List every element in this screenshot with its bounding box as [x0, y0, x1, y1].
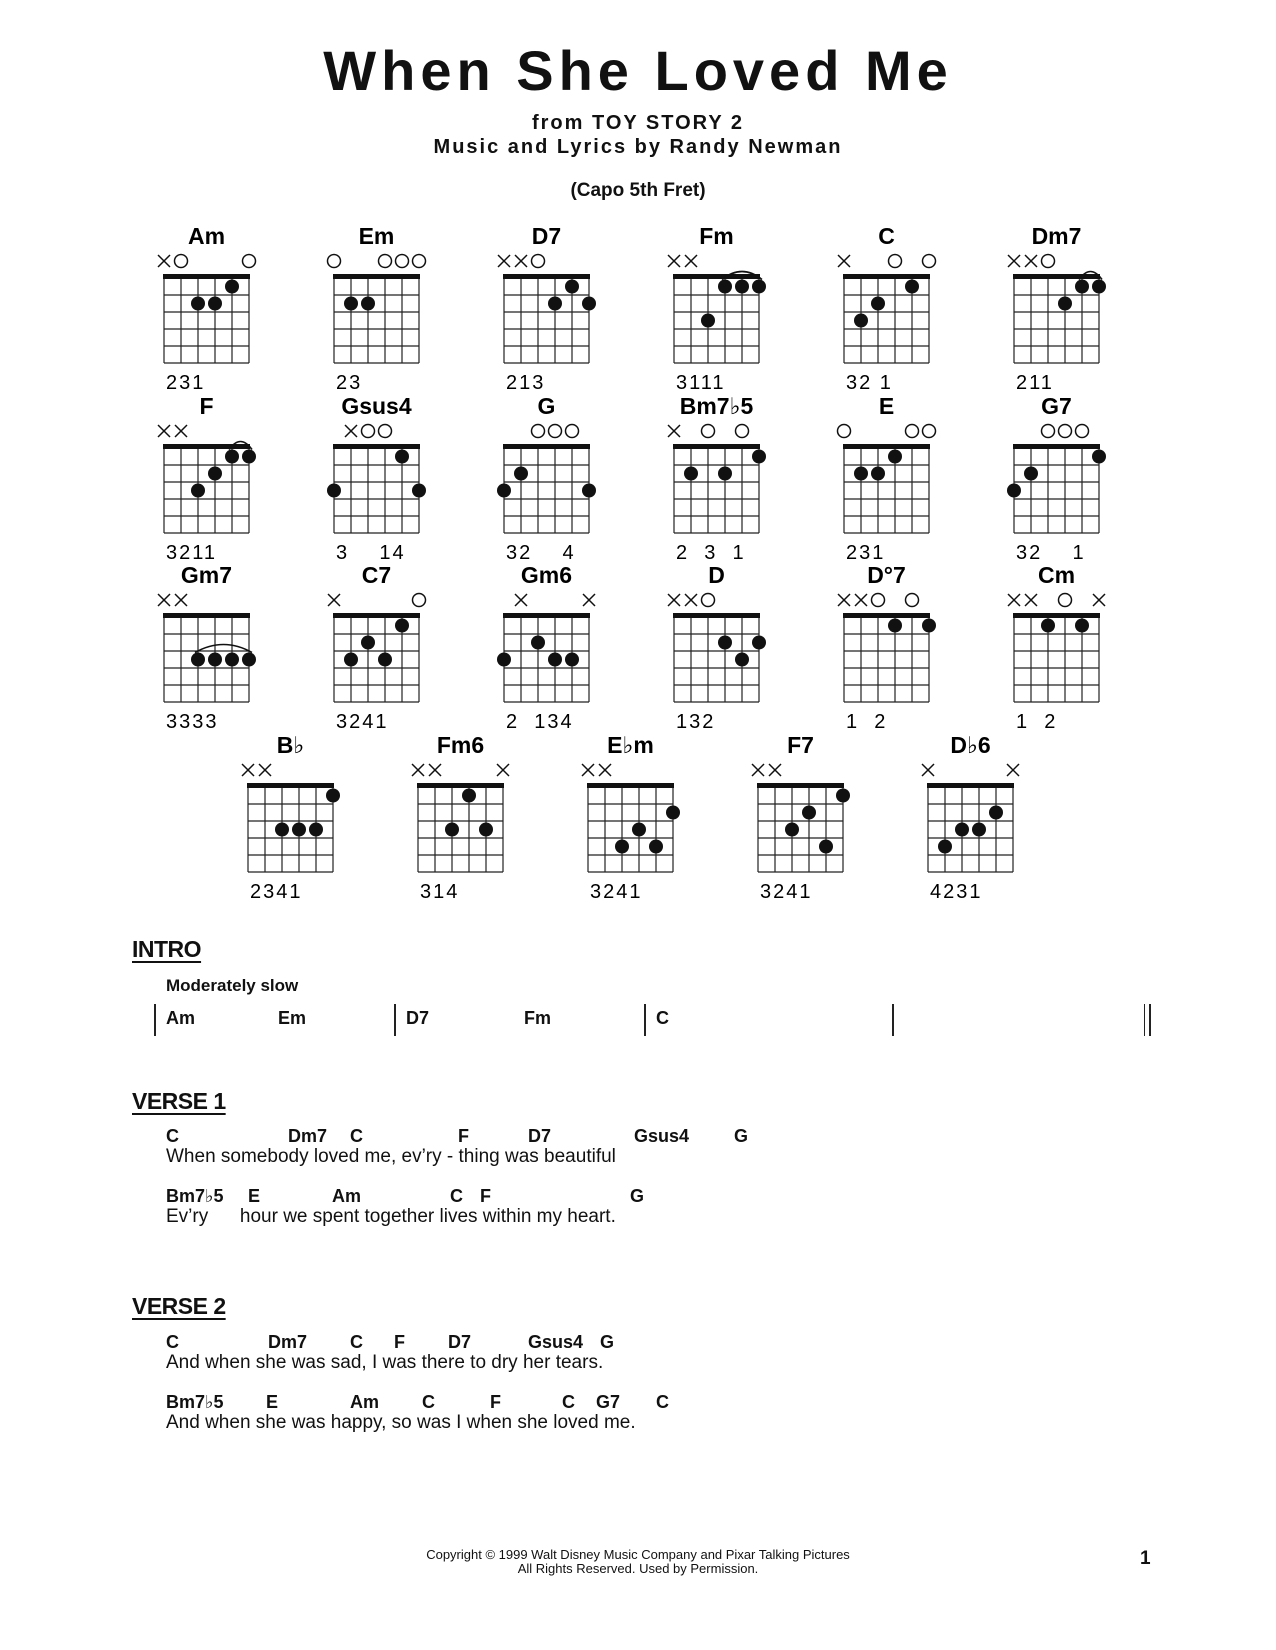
finger-numbers: 211 [1016, 372, 1054, 394]
chord-diagram [668, 223, 766, 394]
finger-numbers: 2 134 [506, 711, 574, 733]
open-string-marker [923, 255, 936, 268]
finger-dot [531, 636, 545, 650]
finger-numbers: 2 3 1 [676, 542, 746, 564]
finger-dot [1041, 619, 1055, 633]
nut [843, 444, 930, 449]
finger-dot [225, 653, 239, 667]
chord-diagram [922, 732, 1019, 900]
open-string-marker [532, 425, 545, 438]
chord-name: C7 [361, 562, 392, 588]
chord-symbol: Dm7 [268, 1332, 308, 1352]
finger-dot [361, 297, 375, 311]
nut [843, 613, 930, 618]
finger-dot [191, 653, 205, 667]
chord-diagram [668, 393, 766, 564]
chord-symbol: C [422, 1392, 435, 1412]
nut [1013, 613, 1100, 618]
finger-dot [309, 823, 323, 837]
finger-numbers: 213 [506, 372, 546, 394]
finger-dot [1024, 467, 1038, 481]
finger-numbers: 23 [336, 372, 363, 394]
chord-name: D♭6 [950, 732, 991, 758]
open-string-marker [362, 425, 375, 438]
song-title: When She Loved Me [323, 39, 953, 102]
nut [163, 274, 250, 279]
finger-dot [497, 484, 511, 498]
finger-numbers: 231 [846, 542, 886, 564]
finger-dot [361, 636, 375, 650]
finger-numbers: 3241 [760, 881, 813, 900]
finger-dot [735, 280, 749, 294]
nut [503, 444, 590, 449]
open-string-marker [396, 255, 409, 268]
nut [163, 444, 250, 449]
finger-dot [819, 840, 833, 854]
open-string-marker [549, 425, 562, 438]
chord-diagram [158, 223, 256, 394]
open-string-marker [566, 425, 579, 438]
capo-note: (Capo 5th Fret) [570, 180, 706, 201]
chord-symbol: Dm7 [288, 1126, 328, 1146]
finger-dot [1058, 297, 1072, 311]
finger-numbers: 3241 [590, 881, 643, 900]
nut [1013, 274, 1100, 279]
final-barline-thick [1149, 1004, 1151, 1036]
open-string-marker [736, 425, 749, 438]
finger-dot [344, 297, 358, 311]
barline [892, 1004, 894, 1036]
chord-symbol: G7 [596, 1392, 621, 1412]
barline [644, 1004, 646, 1036]
finger-dot [854, 314, 868, 328]
chord-symbol: C [656, 1392, 669, 1412]
finger-dot [445, 823, 459, 837]
nut [503, 613, 590, 618]
finger-dot [922, 619, 936, 633]
chord-diagram [1007, 393, 1106, 564]
nut [673, 274, 760, 279]
chord-symbol: G [734, 1126, 749, 1146]
chord-name: Em [358, 223, 395, 249]
intro-chord: Fm [524, 1008, 551, 1028]
finger-dot [242, 450, 256, 464]
finger-dot [208, 297, 222, 311]
finger-dot [752, 280, 766, 294]
finger-dot [972, 823, 986, 837]
finger-numbers: 1 2 [1016, 711, 1058, 733]
chord-symbol: C [350, 1126, 363, 1146]
finger-dot [191, 297, 205, 311]
chord-symbol: Gsus4 [528, 1332, 584, 1352]
finger-dot [701, 314, 715, 328]
finger-dot [905, 280, 919, 294]
finger-dot [395, 619, 409, 633]
finger-numbers: 132 [676, 711, 716, 733]
finger-numbers: 32 1 [846, 372, 893, 394]
finger-numbers: 32 4 [506, 542, 576, 564]
open-string-marker [1059, 594, 1072, 607]
chord-symbol: C [450, 1186, 463, 1206]
open-string-marker [889, 255, 902, 268]
chord-name: E [878, 393, 895, 419]
chord-symbol: G [600, 1332, 615, 1352]
finger-dot [395, 450, 409, 464]
finger-dot [462, 789, 476, 803]
finger-numbers: 4231 [930, 881, 983, 900]
finger-numbers: 314 [420, 881, 460, 900]
chord-name: F [199, 393, 214, 419]
finger-dot [718, 636, 732, 650]
finger-dot [191, 484, 205, 498]
finger-dot [1092, 280, 1106, 294]
finger-dot [752, 636, 766, 650]
chord-diagram [838, 393, 936, 564]
barline [394, 1004, 396, 1036]
chord-diagram [838, 562, 936, 733]
subtitle-credits: Music and Lyrics by Randy Newman [433, 136, 843, 158]
finger-dot [1092, 450, 1106, 464]
finger-dot [378, 653, 392, 667]
finger-dot [208, 653, 222, 667]
finger-dot [785, 823, 799, 837]
finger-dot [684, 467, 698, 481]
copyright-line-1: Copyright © 1999 Walt Disney Music Company and Pixar Talking Pictures [426, 1547, 850, 1562]
finger-dot [854, 467, 868, 481]
barline [154, 1004, 156, 1036]
finger-dot [1007, 484, 1021, 498]
finger-numbers: 3111 [676, 372, 726, 394]
chord-diagram [582, 732, 680, 900]
open-string-marker [379, 255, 392, 268]
open-string-marker [906, 594, 919, 607]
chord-symbol: Am [350, 1392, 380, 1412]
chord-symbol: Bm7♭5 [166, 1392, 224, 1412]
intro-chord: Am [166, 1008, 196, 1028]
intro-chord: Em [278, 1008, 307, 1028]
finger-dot [871, 467, 885, 481]
verse2-lyric-line-2: And when she was happy, so was I when she loved me. [166, 1412, 636, 1433]
subtitle-from: from TOY STORY 2 [531, 112, 745, 134]
open-string-marker [413, 594, 426, 607]
finger-dot [938, 840, 952, 854]
open-string-marker [413, 255, 426, 268]
chord-diagram [1008, 562, 1105, 733]
chord-name: Gsus4 [341, 393, 412, 419]
chord-name: Cm [1037, 562, 1076, 588]
chord-name: Am [187, 223, 226, 249]
open-string-marker [838, 425, 851, 438]
chord-diagram [242, 732, 340, 900]
chord-name: D7 [531, 223, 562, 249]
nut [673, 444, 760, 449]
chord-name: Bm7♭5 [679, 393, 754, 419]
chord-name: E♭m [607, 732, 654, 758]
verse2-lyric-line-1: And when she was sad, I was there to dry her tears. [166, 1352, 604, 1373]
finger-numbers: 3 14 [336, 542, 406, 564]
chord-name: Gm6 [520, 562, 573, 588]
finger-dot [888, 450, 902, 464]
finger-dot [548, 297, 562, 311]
chord-name: Fm6 [436, 732, 485, 758]
chord-symbol: D7 [528, 1126, 552, 1146]
tempo-marking: Moderately slow [166, 976, 299, 995]
finger-dot [292, 823, 306, 837]
chord-symbol: F [490, 1392, 501, 1412]
open-string-marker [1042, 425, 1055, 438]
nut [1013, 444, 1100, 449]
chord-symbol: Gsus4 [634, 1126, 690, 1146]
finger-dot [649, 840, 663, 854]
open-string-marker [243, 255, 256, 268]
chord-diagram [752, 732, 850, 900]
finger-dot [735, 653, 749, 667]
nut [503, 274, 590, 279]
nut [247, 783, 334, 788]
finger-numbers: 1 2 [846, 711, 888, 733]
chord-diagram [1008, 223, 1106, 394]
finger-dot [871, 297, 885, 311]
chord-symbol: C [562, 1392, 575, 1412]
nut [927, 783, 1014, 788]
finger-dot [565, 280, 579, 294]
section-verse2-label: VERSE 2 [132, 1293, 226, 1319]
finger-dot [1075, 619, 1089, 633]
chord-name: Fm [699, 223, 734, 249]
chord-diagram [328, 562, 426, 733]
finger-dot [632, 823, 646, 837]
chord-symbol: D7 [448, 1332, 472, 1352]
finger-numbers: 231 [166, 372, 206, 394]
chord-name: D°7 [867, 562, 906, 588]
chord-diagram [328, 223, 426, 394]
chord-name: B♭ [276, 732, 305, 758]
finger-dot [802, 806, 816, 820]
nut [843, 274, 930, 279]
chord-diagram [158, 562, 256, 733]
finger-dot [989, 806, 1003, 820]
verse1-lyric-line-1: When somebody loved me, ev’ry - thing was beautiful [166, 1146, 616, 1167]
verse1-lyric-line-2: Ev’ry hour we spent together lives within my heart. [166, 1206, 616, 1227]
finger-dot [344, 653, 358, 667]
finger-numbers: 2341 [250, 881, 303, 900]
finger-dot [242, 653, 256, 667]
finger-numbers: 3241 [336, 711, 389, 733]
open-string-marker [532, 255, 545, 268]
chord-symbol: Bm7♭5 [166, 1186, 224, 1206]
chord-symbol: C [166, 1126, 179, 1146]
copyright-notice [0, 1548, 1276, 1576]
finger-numbers: 32 1 [1016, 542, 1086, 564]
chord-diagram [497, 562, 595, 733]
finger-dot [718, 467, 732, 481]
chord-name: F7 [787, 732, 814, 758]
finger-dot [565, 653, 579, 667]
chord-name: G [537, 393, 556, 419]
finger-dot [225, 280, 239, 294]
chord-symbol: C [350, 1332, 363, 1352]
open-string-marker [379, 425, 392, 438]
chord-symbol: E [248, 1186, 261, 1206]
finger-dot [208, 467, 222, 481]
chord-name: G7 [1041, 393, 1072, 419]
nut [757, 783, 844, 788]
finger-dot [888, 619, 902, 633]
finger-dot [479, 823, 493, 837]
finger-dot [412, 484, 426, 498]
chord-diagram [327, 393, 426, 564]
finger-dot [514, 467, 528, 481]
chord-name: Dm7 [1031, 223, 1082, 249]
chord-symbol: F [458, 1126, 469, 1146]
open-string-marker [1076, 425, 1089, 438]
nut [417, 783, 504, 788]
nut [587, 783, 674, 788]
copyright-line-2: All Rights Reserved. Used by Permission. [517, 1561, 759, 1576]
chord-diagram [158, 393, 256, 564]
finger-dot [582, 297, 596, 311]
chord-diagram [668, 562, 766, 733]
chord-diagram [497, 393, 596, 564]
chord-diagram [412, 732, 509, 900]
intro-chord: C [656, 1008, 669, 1028]
open-string-marker [702, 594, 715, 607]
intro-chord: D7 [406, 1008, 430, 1028]
nut [333, 444, 420, 449]
page-number: 1 [1140, 1548, 1151, 1569]
chord-symbol: F [480, 1186, 491, 1206]
chord-symbol: E [266, 1392, 279, 1412]
open-string-marker [1042, 255, 1055, 268]
finger-dot [326, 789, 340, 803]
nut [333, 613, 420, 618]
final-barline-thin [1144, 1004, 1145, 1036]
chord-symbol: G [630, 1186, 645, 1206]
chord-diagram [498, 223, 596, 394]
finger-dot [1075, 280, 1089, 294]
finger-dot [225, 450, 239, 464]
nut [333, 274, 420, 279]
finger-dot [582, 484, 596, 498]
finger-dot [666, 806, 680, 820]
finger-dot [275, 823, 289, 837]
chord-diagram [838, 223, 936, 394]
finger-dot [497, 653, 511, 667]
finger-dot [615, 840, 629, 854]
chord-name: D [708, 562, 725, 588]
nut [163, 613, 250, 618]
finger-dot [955, 823, 969, 837]
finger-dot [548, 653, 562, 667]
open-string-marker [1059, 425, 1072, 438]
open-string-marker [328, 255, 341, 268]
finger-dot [752, 450, 766, 464]
open-string-marker [906, 425, 919, 438]
open-string-marker [923, 425, 936, 438]
open-string-marker [175, 255, 188, 268]
chord-name: Gm7 [180, 562, 233, 588]
finger-numbers: 3211 [166, 542, 218, 564]
finger-dot [718, 280, 732, 294]
finger-dot [836, 789, 850, 803]
open-string-marker [702, 425, 715, 438]
chord-symbol: Am [332, 1186, 362, 1206]
open-string-marker [872, 594, 885, 607]
chord-name: C [878, 223, 895, 249]
section-verse1-label: VERSE 1 [132, 1088, 226, 1114]
finger-numbers: 3333 [166, 711, 219, 733]
section-intro-label: INTRO [132, 936, 202, 962]
finger-dot [327, 484, 341, 498]
chord-symbol: C [166, 1332, 179, 1352]
nut [673, 613, 760, 618]
chord-symbol: F [394, 1332, 405, 1352]
